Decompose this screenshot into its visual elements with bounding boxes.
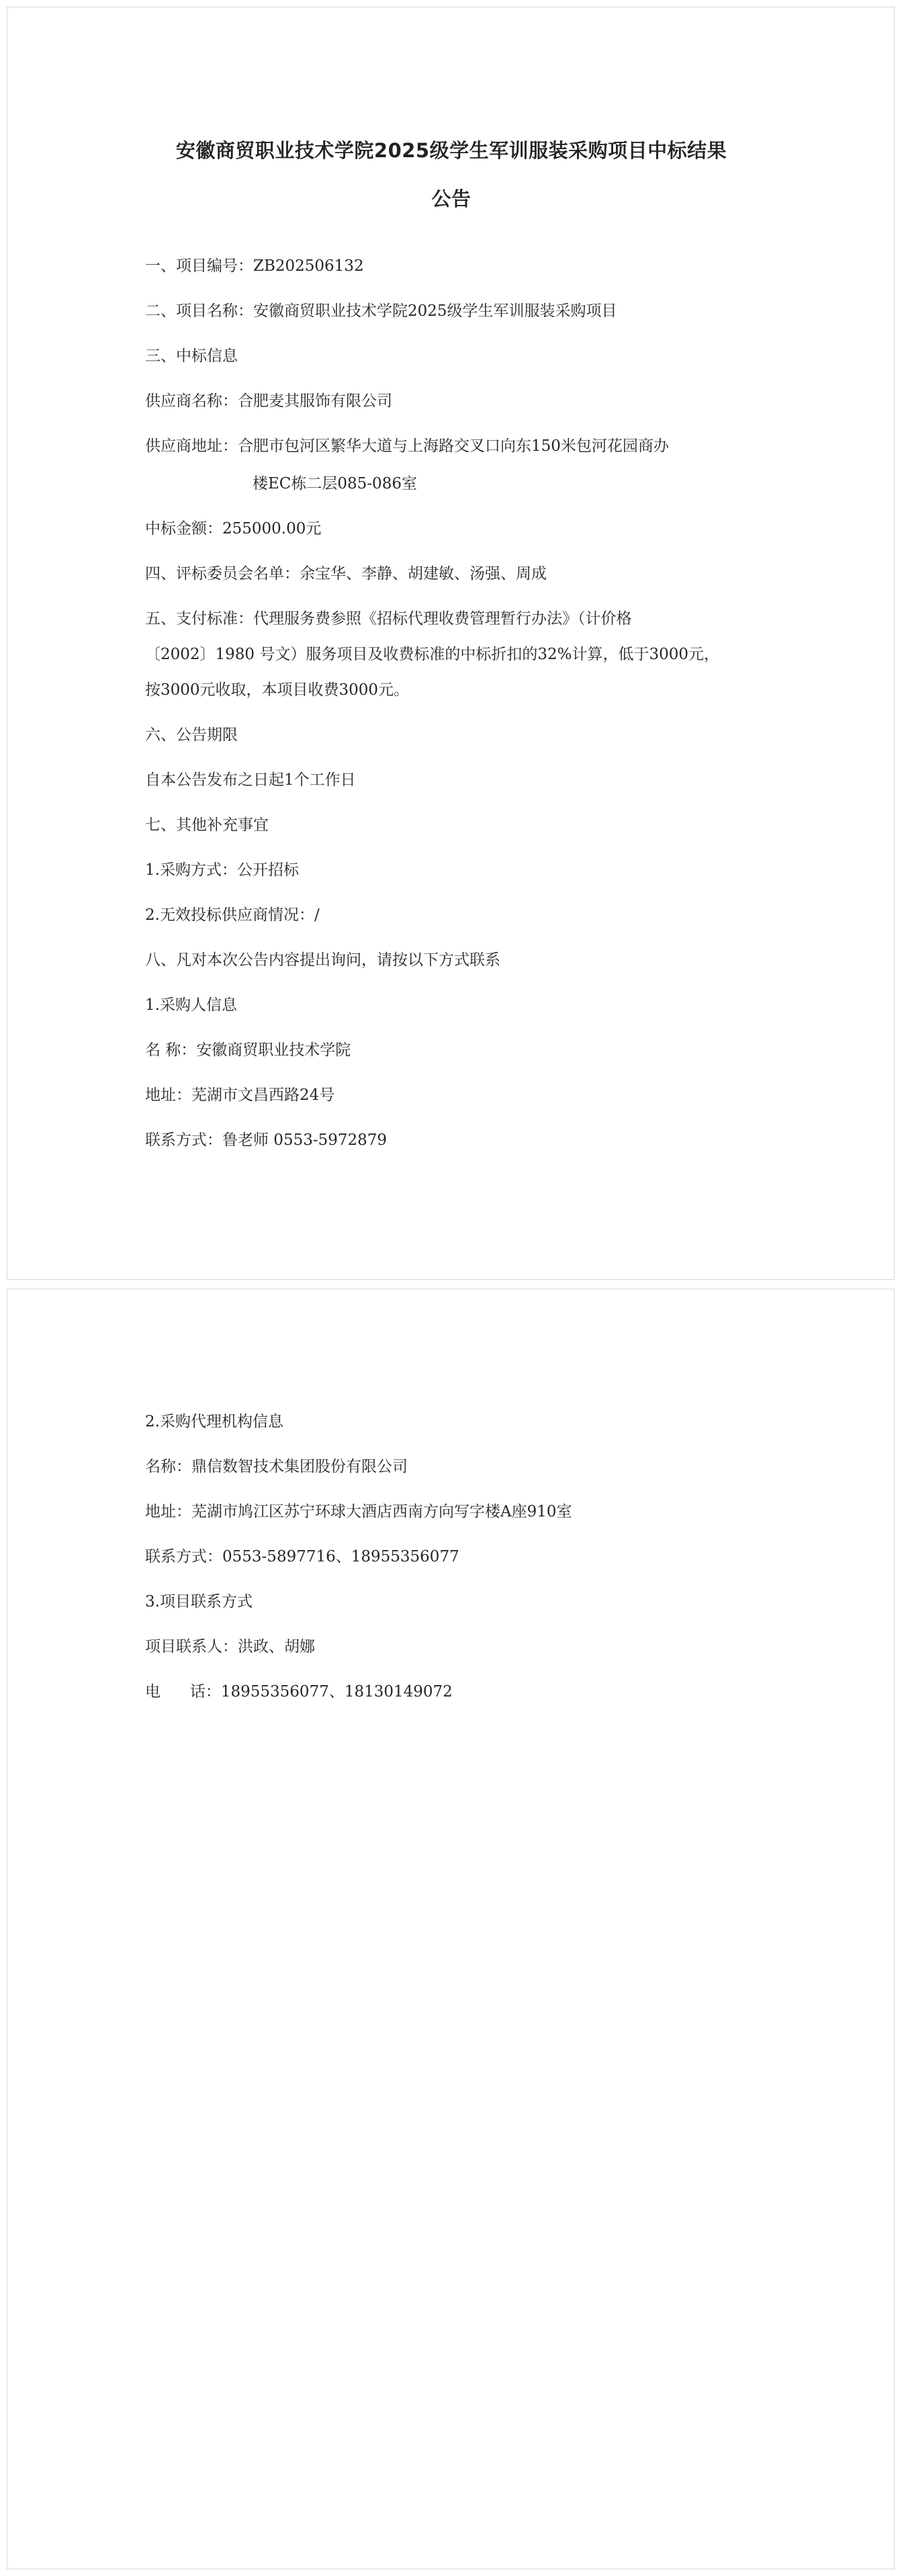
evaluation-committee: 四、评标委员会名单：余宝华、李静、胡建敏、汤强、周成	[145, 565, 547, 583]
agency-address: 地址：芜湖市鸠江区苏宁环球大酒店西南方向写字楼A座910室	[145, 1503, 572, 1520]
document-title: 安徽商贸职业技术学院2025级学生军训服装采购项目中标结果	[175, 139, 727, 162]
section-winning-info: 三、中标信息	[145, 347, 238, 365]
purchaser-address: 地址：芜湖市文昌西路24号	[145, 1086, 335, 1104]
project-name: 二、项目名称：安徽商贸职业技术学院2025级学生军训服装采购项目	[145, 302, 617, 320]
payment-standard: 五、支付标准：代理服务费参照《招标代理收费管理暂行办法》（计价格	[145, 610, 632, 628]
supplier-address-continued: 楼EC栋二层085-086室	[253, 475, 417, 492]
invalid-bidders: 2.无效投标供应商情况：/	[145, 906, 320, 924]
purchaser-contact: 联系方式：鲁老师 0553-5972879	[145, 1131, 388, 1149]
section-contact: 八、凡对本次公告内容提出询问，请按以下方式联系	[145, 951, 500, 969]
project-number: 一、项目编号：ZB202506132	[145, 257, 364, 275]
supplier-address: 供应商地址：合肥市包河区繁华大道与上海路交叉口向东150米包河花园商办	[145, 437, 669, 455]
project-contact-person: 项目联系人：洪政、胡娜	[145, 1638, 315, 1656]
procurement-method: 1.采购方式：公开招标	[145, 861, 299, 879]
section-notice-period: 六、公告期限	[145, 726, 238, 744]
document-page-1	[7, 7, 895, 1280]
payment-standard-line3: 按3000元收取，本项目收费3000元。	[145, 681, 410, 699]
section-other-matters: 七、其他补充事宜	[145, 816, 269, 834]
agency-name: 名称：鼎信数智技术集团股份有限公司	[145, 1458, 408, 1475]
agency-contact: 联系方式：0553-5897716、18955356077	[145, 1548, 459, 1565]
notice-period: 自本公告发布之日起1个工作日	[145, 771, 356, 789]
document-page-2	[7, 1289, 895, 2569]
document-title-continued: 公告	[431, 187, 471, 210]
winning-amount: 中标金额：255000.00元	[145, 520, 322, 538]
payment-standard-line2: 〔2002〕1980 号文）服务项目及收费标准的中标折扣的32%计算，低于3000元，	[145, 646, 720, 663]
project-contact-section: 3.项目联系方式	[145, 1593, 253, 1611]
project-phone: 电 话：18955356077、18130149072	[145, 1683, 453, 1701]
purchaser-name: 名 称：安徽商贸职业技术学院	[145, 1041, 351, 1059]
supplier-name: 供应商名称：合肥麦其服饰有限公司	[145, 392, 392, 410]
purchaser-info: 1.采购人信息	[145, 996, 237, 1014]
agency-info: 2.采购代理机构信息	[145, 1413, 283, 1430]
